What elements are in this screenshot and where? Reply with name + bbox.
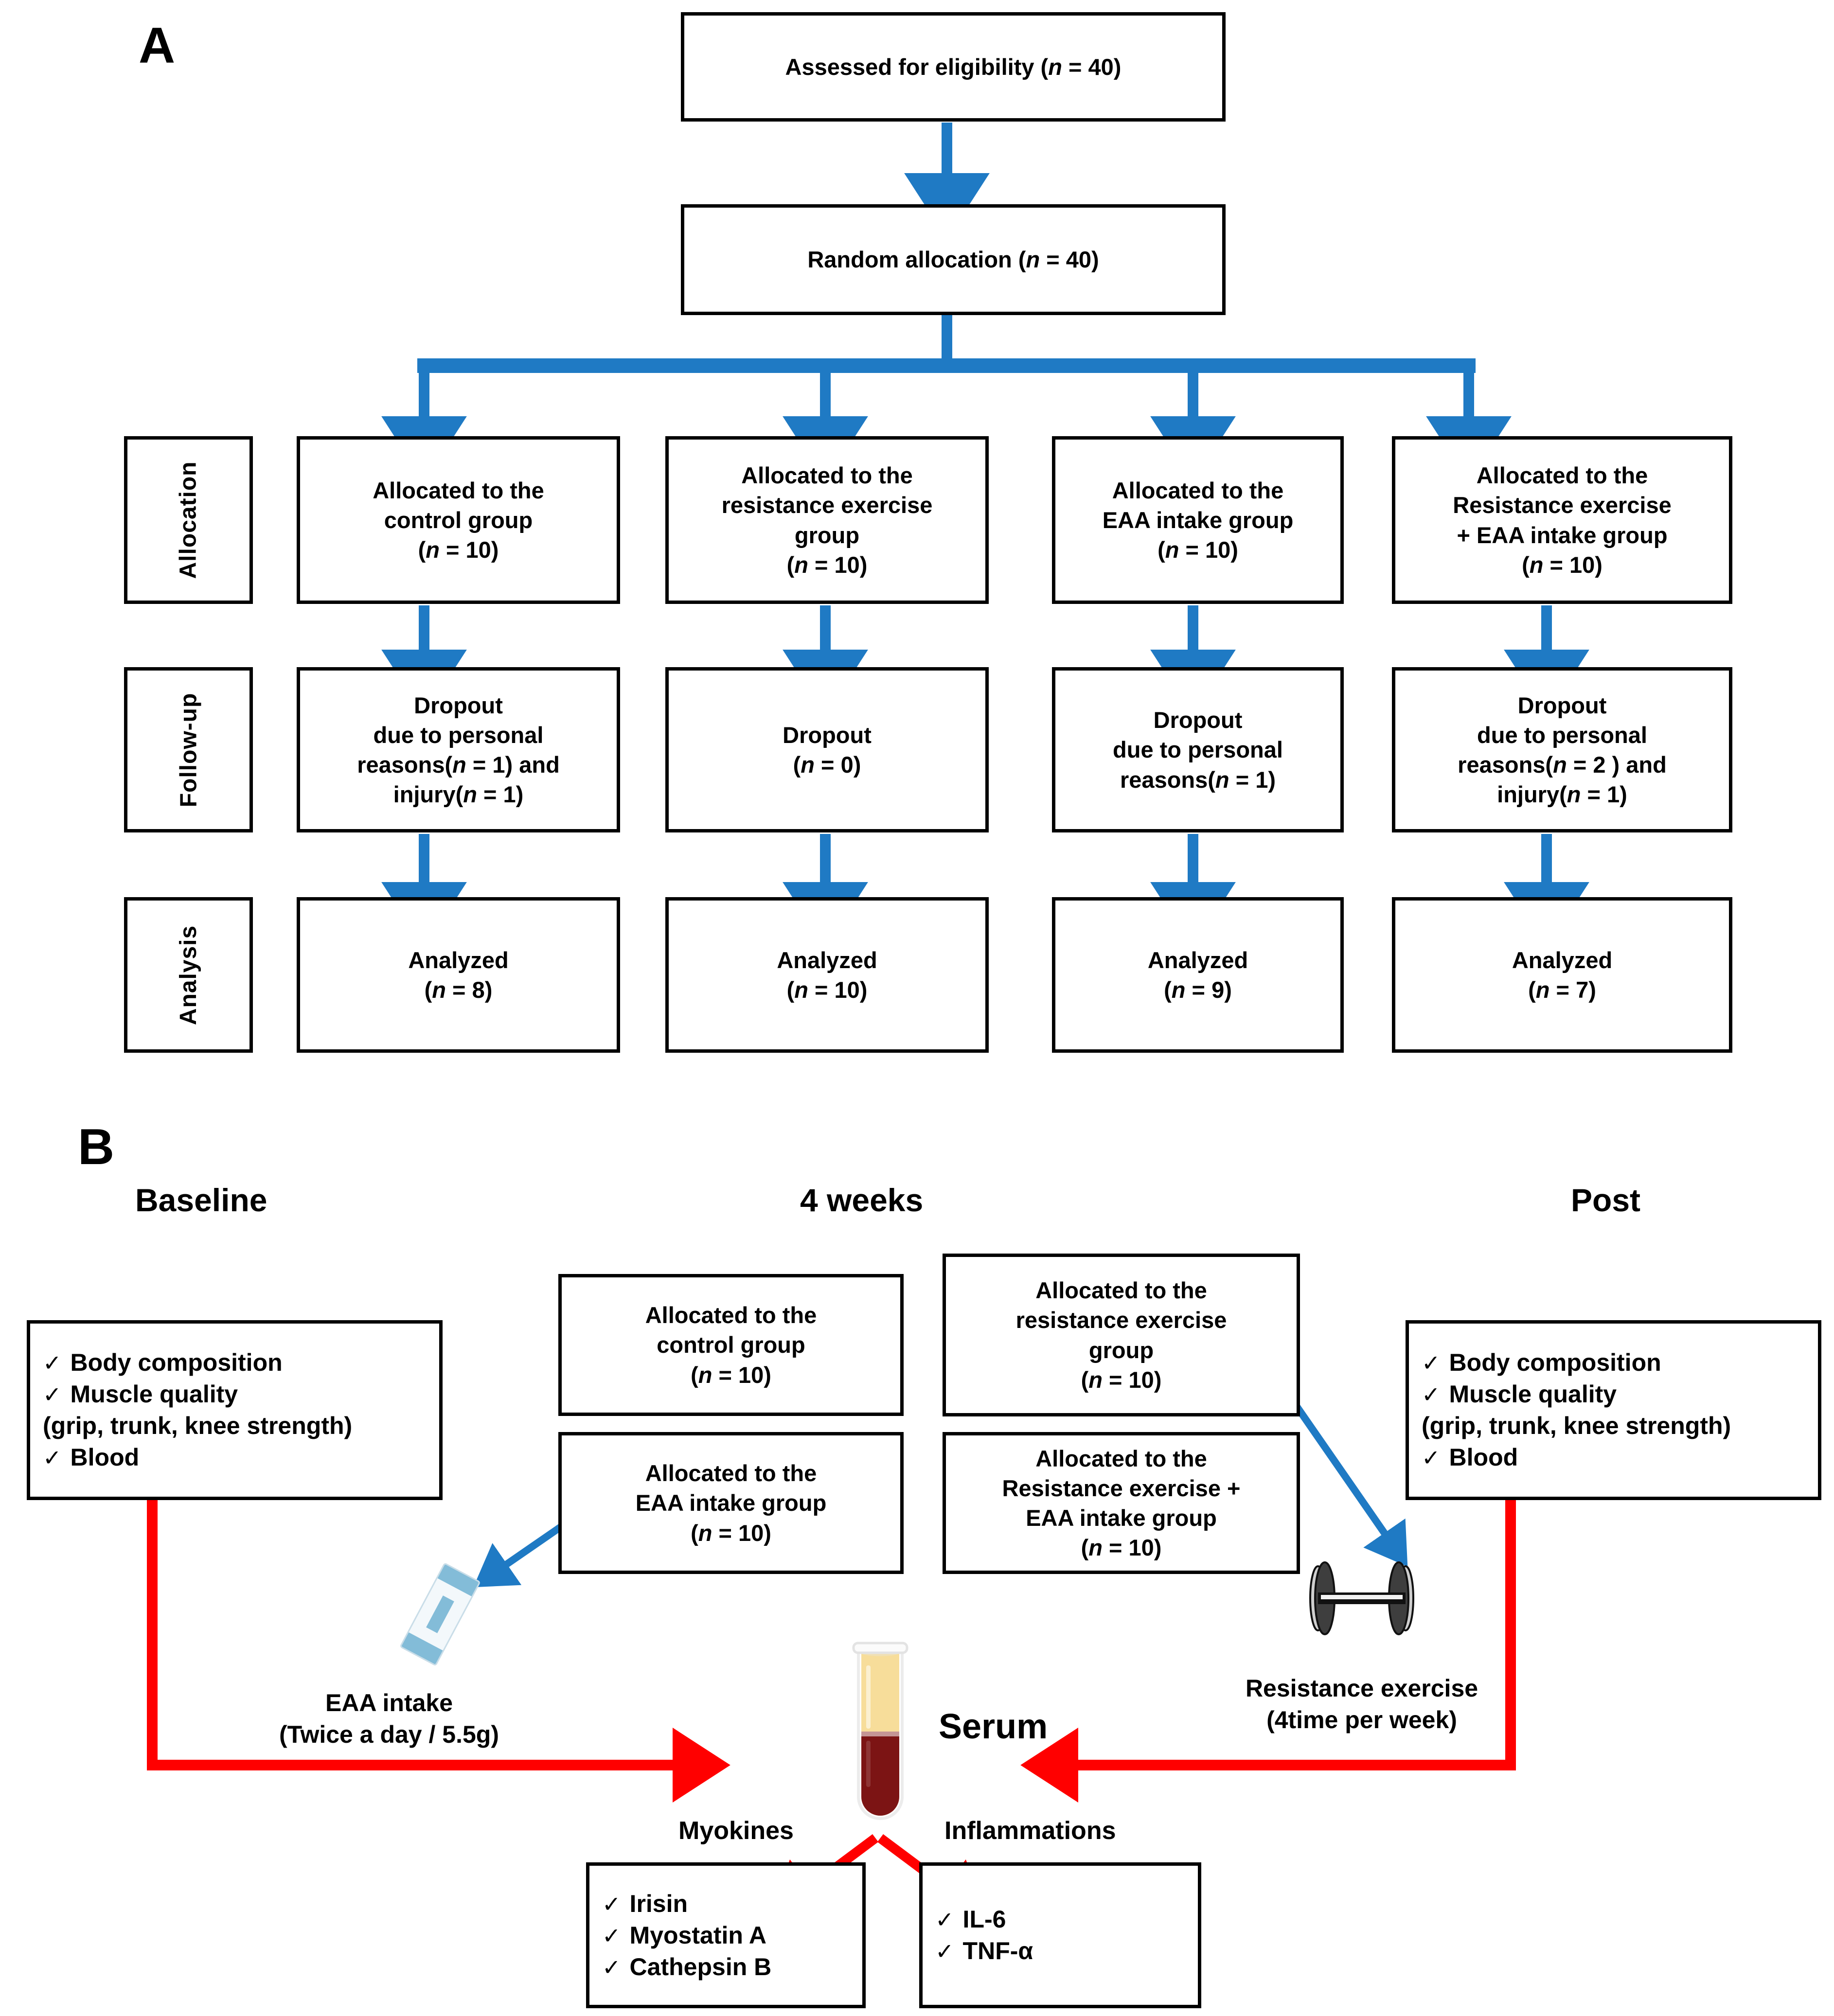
dumbbell-icon	[1289, 1554, 1435, 1644]
an1-line2: (n = 8)	[424, 977, 493, 1003]
baseline-item-3	[43, 1442, 430, 1473]
alloc1-line1: Allocated to the	[373, 477, 544, 503]
myokine-item-label: Irisin	[629, 1890, 688, 1917]
alloc3-line1: Allocated to the	[1112, 477, 1284, 503]
box-b-group-resistance-eaa	[943, 1432, 1300, 1574]
alloc3-line2: EAA intake group	[1102, 507, 1294, 533]
bgrp1-line1: Allocated to the	[645, 1302, 817, 1328]
bgrp4-line2: Resistance exercise +	[1002, 1475, 1241, 1501]
header-baseline: Baseline	[135, 1182, 267, 1218]
baseline-item-2	[43, 1379, 430, 1410]
post-item-3	[1422, 1442, 1809, 1473]
alloc4-line3: + EAA intake group	[1457, 522, 1668, 548]
check-icon: ✓	[43, 1445, 62, 1470]
bgrp2-line3: group	[1088, 1337, 1154, 1363]
post-note: (grip, trunk, knee strength)	[1422, 1412, 1731, 1439]
fu1-line4: injury(n = 1)	[393, 781, 524, 808]
inflammation-item	[935, 1904, 1189, 1935]
check-icon: ✓	[1422, 1445, 1441, 1470]
panel-b-letter: B	[78, 1119, 115, 1175]
re-caption-line2: (4time per week)	[1266, 1706, 1457, 1733]
box-b-group-resistance	[943, 1254, 1300, 1416]
baseline-item-3-label: Blood	[70, 1444, 140, 1471]
an2-line2: (n = 10)	[786, 977, 868, 1003]
an4-line1: Analyzed	[1512, 947, 1613, 973]
bgrp2-line2: resistance exercise	[1015, 1307, 1227, 1333]
box-assessed-for-eligibility	[681, 12, 1226, 122]
fu1-line2: due to personal	[373, 722, 544, 748]
alloc2-line2: resistance exercise	[721, 492, 933, 518]
an4-line2: (n = 7)	[1528, 977, 1596, 1003]
random-allocation-text: Random allocation (n = 40)	[807, 247, 1099, 273]
post-item-2	[1422, 1379, 1809, 1410]
bgrp4-line1: Allocated to the	[1035, 1445, 1207, 1471]
alloc4-line1: Allocated to the	[1476, 462, 1648, 489]
stage-label-analysis: Analysis	[124, 897, 253, 1053]
box-allocation-resistance	[665, 436, 989, 604]
serum-label: Serum	[939, 1707, 1048, 1746]
check-icon: ✓	[935, 1907, 954, 1932]
box-allocation-control	[297, 436, 620, 604]
eaa-sachet-icon	[384, 1558, 496, 1670]
post-item-2-label: Muscle quality	[1449, 1380, 1617, 1408]
alloc2-line1: Allocated to the	[741, 462, 913, 489]
box-allocation-resistance-eaa	[1392, 436, 1732, 604]
bgrp4-line4: (n = 10)	[1081, 1535, 1162, 1561]
alloc4-line2: Resistance exercise	[1453, 492, 1672, 518]
fu3-line3: reasons(n = 1)	[1120, 766, 1276, 793]
alloc2-line3: group	[794, 522, 860, 548]
bgrp3-line2: EAA intake group	[635, 1490, 827, 1516]
myokines-title: Myokines	[678, 1817, 794, 1845]
bgrp2-line4: (n = 10)	[1081, 1366, 1162, 1393]
check-icon: ✓	[602, 1954, 621, 1980]
box-followup-control	[297, 667, 620, 832]
myokine-item	[602, 1888, 854, 1920]
box-followup-resistance	[665, 667, 989, 832]
header-post: Post	[1571, 1182, 1641, 1218]
an3-line1: Analyzed	[1147, 947, 1248, 973]
post-item-3-label: Blood	[1449, 1444, 1518, 1471]
baseline-item-1	[43, 1347, 430, 1379]
bgrp3-line1: Allocated to the	[645, 1460, 817, 1486]
check-icon: ✓	[1422, 1382, 1441, 1407]
inflammation-item	[935, 1935, 1189, 1967]
fu1-line3: reasons(n = 1) and	[357, 752, 560, 778]
an2-line1: Analyzed	[777, 947, 877, 973]
check-icon: ✓	[602, 1891, 621, 1917]
fu3-line2: due to personal	[1113, 737, 1283, 763]
box-allocation-eaa	[1052, 436, 1344, 604]
baseline-item-1-label: Body composition	[70, 1349, 283, 1376]
box-myokines	[586, 1862, 866, 2008]
box-b-group-control	[558, 1274, 904, 1416]
bgrp3-line3: (n = 10)	[691, 1520, 771, 1546]
fu4-line1: Dropout	[1517, 692, 1607, 718]
allocation-bus	[417, 315, 1476, 366]
eaa-caption-line2: (Twice a day / 5.5g)	[279, 1721, 499, 1748]
re-caption-line1: Resistance exercise	[1245, 1675, 1478, 1702]
box-followup-eaa	[1052, 667, 1344, 832]
eaa-intake-caption	[219, 1687, 559, 1751]
check-icon: ✓	[1422, 1350, 1441, 1376]
check-icon: ✓	[602, 1923, 621, 1948]
header-four-weeks: 4 weeks	[800, 1182, 924, 1218]
bgrp1-line2: control group	[657, 1332, 805, 1358]
inflammation-item-label: TNF-α	[962, 1937, 1033, 1964]
alloc3-line3: (n = 10)	[1157, 537, 1238, 563]
myokine-item	[602, 1951, 854, 1983]
post-item-1	[1422, 1347, 1809, 1379]
box-analysis-resistance-eaa	[1392, 897, 1732, 1053]
check-icon: ✓	[43, 1382, 62, 1407]
fu4-line2: due to personal	[1477, 722, 1647, 748]
check-icon: ✓	[43, 1350, 62, 1376]
myokine-item-label: Cathepsin B	[629, 1953, 772, 1981]
stage-label-allocation: Allocation	[124, 436, 253, 604]
box-random-allocation	[681, 204, 1226, 315]
alloc1-line2: control group	[384, 507, 533, 533]
box-inflammations	[919, 1862, 1201, 2008]
fu2-line1: Dropout	[783, 722, 872, 748]
myokine-item-label: Myostatin A	[629, 1921, 767, 1949]
fu3-line1: Dropout	[1153, 707, 1243, 733]
post-item-1-label: Body composition	[1449, 1349, 1661, 1376]
bgrp4-line3: EAA intake group	[1026, 1505, 1217, 1531]
an3-line2: (n = 9)	[1164, 977, 1232, 1003]
resistance-exercise-caption	[1182, 1673, 1542, 1736]
assessed-text: Assessed for eligibility (n = 40)	[785, 53, 1122, 80]
inflammations-title: Inflammations	[944, 1817, 1116, 1845]
box-followup-resistance-eaa	[1392, 667, 1732, 832]
serum-tube-icon	[839, 1636, 922, 1840]
box-analysis-control	[297, 897, 620, 1053]
eaa-caption-line1: EAA intake	[325, 1689, 453, 1716]
box-post-measures	[1406, 1320, 1821, 1500]
box-analysis-eaa	[1052, 897, 1344, 1053]
fu1-line1: Dropout	[414, 692, 503, 718]
bgrp1-line3: (n = 10)	[691, 1362, 771, 1388]
box-b-group-eaa	[558, 1432, 904, 1574]
alloc1-line3: (n = 10)	[418, 537, 499, 563]
baseline-item-2-label: Muscle quality	[70, 1380, 238, 1408]
box-analysis-resistance	[665, 897, 989, 1053]
an1-line1: Analyzed	[408, 947, 509, 973]
myokine-item	[602, 1920, 854, 1951]
fu4-line3: reasons(n = 2 ) and	[1458, 752, 1667, 778]
check-icon: ✓	[935, 1939, 954, 1964]
stage-label-followup: Follow-up	[124, 667, 253, 832]
bgrp2-line1: Allocated to the	[1035, 1277, 1207, 1304]
baseline-note: (grip, trunk, knee strength)	[43, 1412, 353, 1439]
inflammation-item-label: IL-6	[962, 1906, 1006, 1933]
alloc2-line4: (n = 10)	[786, 551, 868, 578]
fu2-line2: (n = 0)	[793, 752, 861, 778]
panel-a-letter: A	[139, 18, 176, 74]
box-baseline-measures	[27, 1320, 443, 1500]
fu4-line4: injury(n = 1)	[1497, 781, 1627, 808]
alloc4-line4: (n = 10)	[1522, 551, 1603, 578]
